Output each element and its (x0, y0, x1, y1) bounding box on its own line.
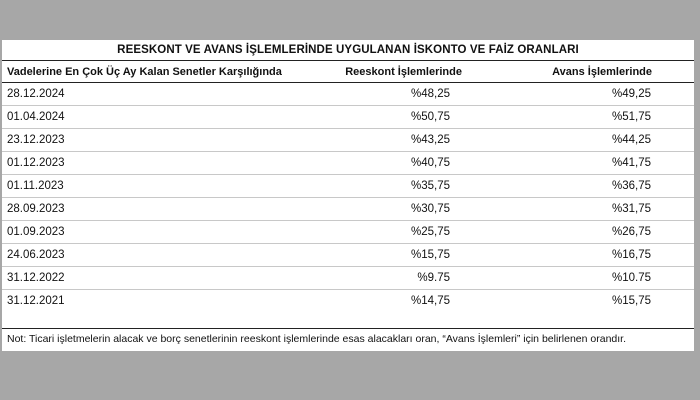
header-reeskont: Reeskont İşlemlerinde (345, 66, 462, 78)
row-date: 01.12.2023 (7, 157, 65, 169)
table-row (2, 290, 694, 313)
row-reeskont-rate: %50,75 (410, 111, 450, 123)
table-row (2, 152, 694, 175)
table-row (2, 244, 694, 267)
row-date: 31.12.2021 (7, 295, 65, 307)
table-row (2, 129, 694, 152)
row-avans-rate: %51,75 (611, 111, 651, 123)
table-row (2, 267, 694, 290)
row-reeskont-rate: %14,75 (410, 295, 450, 307)
table-row (2, 198, 694, 221)
row-avans-rate: %44,25 (611, 134, 651, 146)
title-divider (2, 60, 694, 61)
table-row (2, 106, 694, 129)
row-date: 23.12.2023 (7, 134, 65, 146)
row-reeskont-rate: %48,25 (410, 88, 450, 100)
row-avans-rate: %16,75 (611, 249, 651, 261)
header-row (2, 65, 694, 79)
table-row (2, 175, 694, 198)
table-row (2, 221, 694, 244)
row-avans-rate: %31,75 (611, 203, 651, 215)
row-date: 01.09.2023 (7, 226, 65, 238)
note-divider (2, 328, 694, 329)
table-footnote: Not: Ticari işletmelerin alacak ve borç senetlerinin reeskont işlemlerinde esas alacakları oran, “Avans İşlemleri” için belirlenen orandır. (7, 333, 626, 345)
row-reeskont-rate: %9.75 (417, 272, 450, 284)
row-date: 24.06.2023 (7, 249, 65, 261)
row-avans-rate: %36,75 (611, 180, 651, 192)
row-date: 28.09.2023 (7, 203, 65, 215)
row-reeskont-rate: %35,75 (410, 180, 450, 192)
row-reeskont-rate: %43,25 (410, 134, 450, 146)
row-reeskont-rate: %25,75 (410, 226, 450, 238)
header-date: Vadelerine En Çok Üç Ay Kalan Senetler Karşılığında (7, 66, 282, 78)
header-avans: Avans İşlemlerinde (552, 66, 652, 78)
row-date: 01.11.2023 (7, 180, 64, 192)
row-date: 28.12.2024 (7, 88, 65, 100)
row-date: 31.12.2022 (7, 272, 65, 284)
table-row (2, 83, 694, 106)
row-avans-rate: %26,75 (611, 226, 651, 238)
row-avans-rate: %10.75 (611, 272, 651, 284)
row-avans-rate: %49,25 (611, 88, 651, 100)
row-reeskont-rate: %30,75 (410, 203, 450, 215)
table-title: REESKONT VE AVANS İŞLEMLERİNDE UYGULANAN İSKONTO VE FAİZ ORANLARI (117, 44, 579, 56)
rates-table-sheet (2, 40, 694, 351)
row-date: 01.04.2024 (7, 111, 65, 123)
row-reeskont-rate: %40,75 (410, 157, 450, 169)
row-reeskont-rate: %15,75 (410, 249, 450, 261)
row-avans-rate: %41,75 (611, 157, 651, 169)
row-avans-rate: %15,75 (611, 295, 651, 307)
